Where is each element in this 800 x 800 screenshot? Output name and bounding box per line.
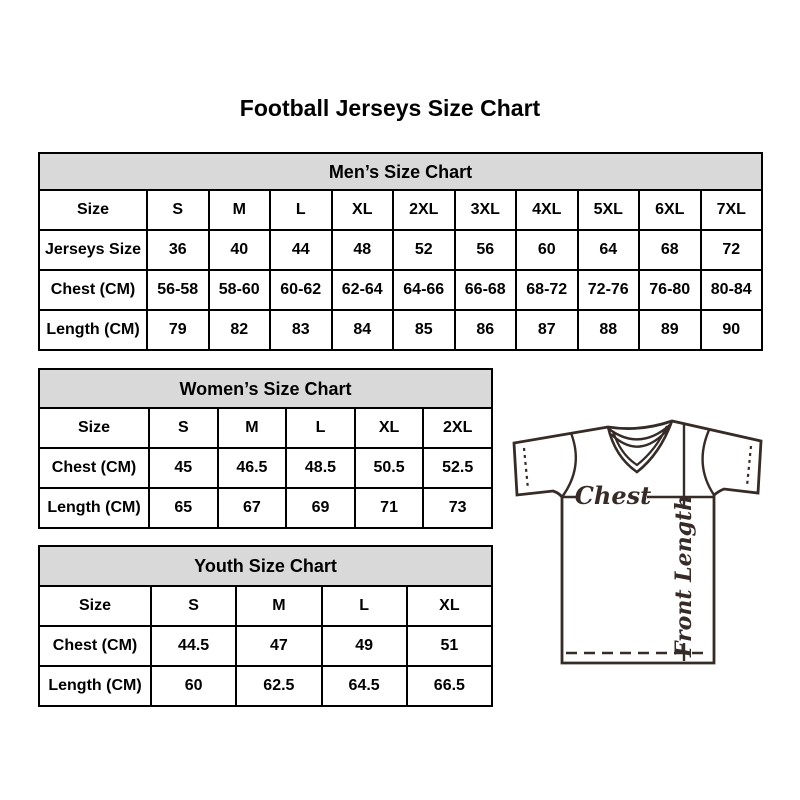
value-cell: S: [147, 190, 209, 230]
value-cell: 84: [332, 310, 394, 350]
value-cell: 69: [286, 488, 355, 528]
row-label: Size: [39, 408, 149, 448]
table-row: [39, 586, 492, 626]
table-row: [39, 408, 492, 448]
page-title: Football Jerseys Size Chart: [239, 95, 541, 121]
row-label: Length (CM): [39, 488, 149, 528]
value-cell: 64.5: [322, 666, 407, 706]
value-cell: 3XL: [455, 190, 517, 230]
value-cell: 52: [393, 230, 455, 270]
row-label: Size: [39, 586, 151, 626]
value-cell: 40: [209, 230, 271, 270]
value-cell: 45: [149, 448, 218, 488]
value-cell: 89: [639, 310, 701, 350]
table-title: Men’s Size Chart: [39, 153, 762, 190]
value-cell: 71: [355, 488, 424, 528]
value-cell: 68-72: [516, 270, 578, 310]
row-label: Jerseys Size: [39, 230, 147, 270]
value-cell: 72: [701, 230, 763, 270]
value-cell: 56: [455, 230, 517, 270]
value-cell: 44.5: [151, 626, 236, 666]
value-cell: 47: [236, 626, 321, 666]
value-cell: 60: [516, 230, 578, 270]
row-label: Chest (CM): [39, 448, 149, 488]
value-cell: 48.5: [286, 448, 355, 488]
value-cell: 64-66: [393, 270, 455, 310]
value-cell: 44: [270, 230, 332, 270]
value-cell: 62.5: [236, 666, 321, 706]
table-title: Women’s Size Chart: [39, 369, 492, 408]
value-cell: XL: [407, 586, 492, 626]
value-cell: L: [270, 190, 332, 230]
value-cell: 50.5: [355, 448, 424, 488]
jersey-diagram: [500, 405, 770, 667]
table-row: [39, 230, 762, 270]
value-cell: 60: [151, 666, 236, 706]
value-cell: 52.5: [423, 448, 492, 488]
value-cell: 85: [393, 310, 455, 350]
right-sleeve-seam: [703, 430, 714, 495]
value-cell: 58-60: [209, 270, 271, 310]
value-cell: 90: [701, 310, 763, 350]
womens-size-table: [38, 368, 493, 529]
table-row: [39, 310, 762, 350]
value-cell: 7XL: [701, 190, 763, 230]
value-cell: 76-80: [639, 270, 701, 310]
value-cell: M: [209, 190, 271, 230]
value-cell: XL: [355, 408, 424, 448]
value-cell: 82: [209, 310, 271, 350]
value-cell: M: [218, 408, 287, 448]
jersey-outline: [514, 421, 761, 663]
table-row: [39, 448, 492, 488]
value-cell: L: [286, 408, 355, 448]
value-cell: S: [151, 586, 236, 626]
value-cell: 51: [407, 626, 492, 666]
right-cuff-dashed-line: [747, 446, 751, 486]
value-cell: M: [236, 586, 321, 626]
value-cell: L: [322, 586, 407, 626]
value-cell: 87: [516, 310, 578, 350]
value-cell: 86: [455, 310, 517, 350]
table-row: [39, 488, 492, 528]
row-label: Length (CM): [39, 666, 151, 706]
youth-size-table: [38, 545, 493, 707]
left-cuff-dashed-line: [524, 448, 528, 489]
value-cell: 83: [270, 310, 332, 350]
value-cell: 36: [147, 230, 209, 270]
value-cell: 67: [218, 488, 287, 528]
value-cell: S: [149, 408, 218, 448]
left-sleeve-seam: [562, 433, 576, 497]
value-cell: 2XL: [423, 408, 492, 448]
value-cell: 88: [578, 310, 640, 350]
table-row: [39, 666, 492, 706]
mens-size-table: [38, 152, 763, 351]
value-cell: 46.5: [218, 448, 287, 488]
value-cell: 66-68: [455, 270, 517, 310]
row-label: Size: [39, 190, 147, 230]
row-label: Chest (CM): [39, 626, 151, 666]
value-cell: 72-76: [578, 270, 640, 310]
row-label: Chest (CM): [39, 270, 147, 310]
chest-label: Chest: [574, 481, 652, 510]
value-cell: 60-62: [270, 270, 332, 310]
table-row: [39, 626, 492, 666]
value-cell: 73: [423, 488, 492, 528]
table-title: Youth Size Chart: [39, 546, 492, 586]
value-cell: 79: [147, 310, 209, 350]
front-length-label: Front Length: [671, 494, 697, 658]
value-cell: 2XL: [393, 190, 455, 230]
value-cell: 5XL: [578, 190, 640, 230]
table-row: [39, 190, 762, 230]
table-row: [39, 270, 762, 310]
value-cell: 6XL: [639, 190, 701, 230]
row-label: Length (CM): [39, 310, 147, 350]
value-cell: XL: [332, 190, 394, 230]
value-cell: 4XL: [516, 190, 578, 230]
value-cell: 68: [639, 230, 701, 270]
value-cell: 49: [322, 626, 407, 666]
value-cell: 48: [332, 230, 394, 270]
value-cell: 80-84: [701, 270, 763, 310]
value-cell: 62-64: [332, 270, 394, 310]
value-cell: 56-58: [147, 270, 209, 310]
value-cell: 66.5: [407, 666, 492, 706]
value-cell: 65: [149, 488, 218, 528]
value-cell: 64: [578, 230, 640, 270]
